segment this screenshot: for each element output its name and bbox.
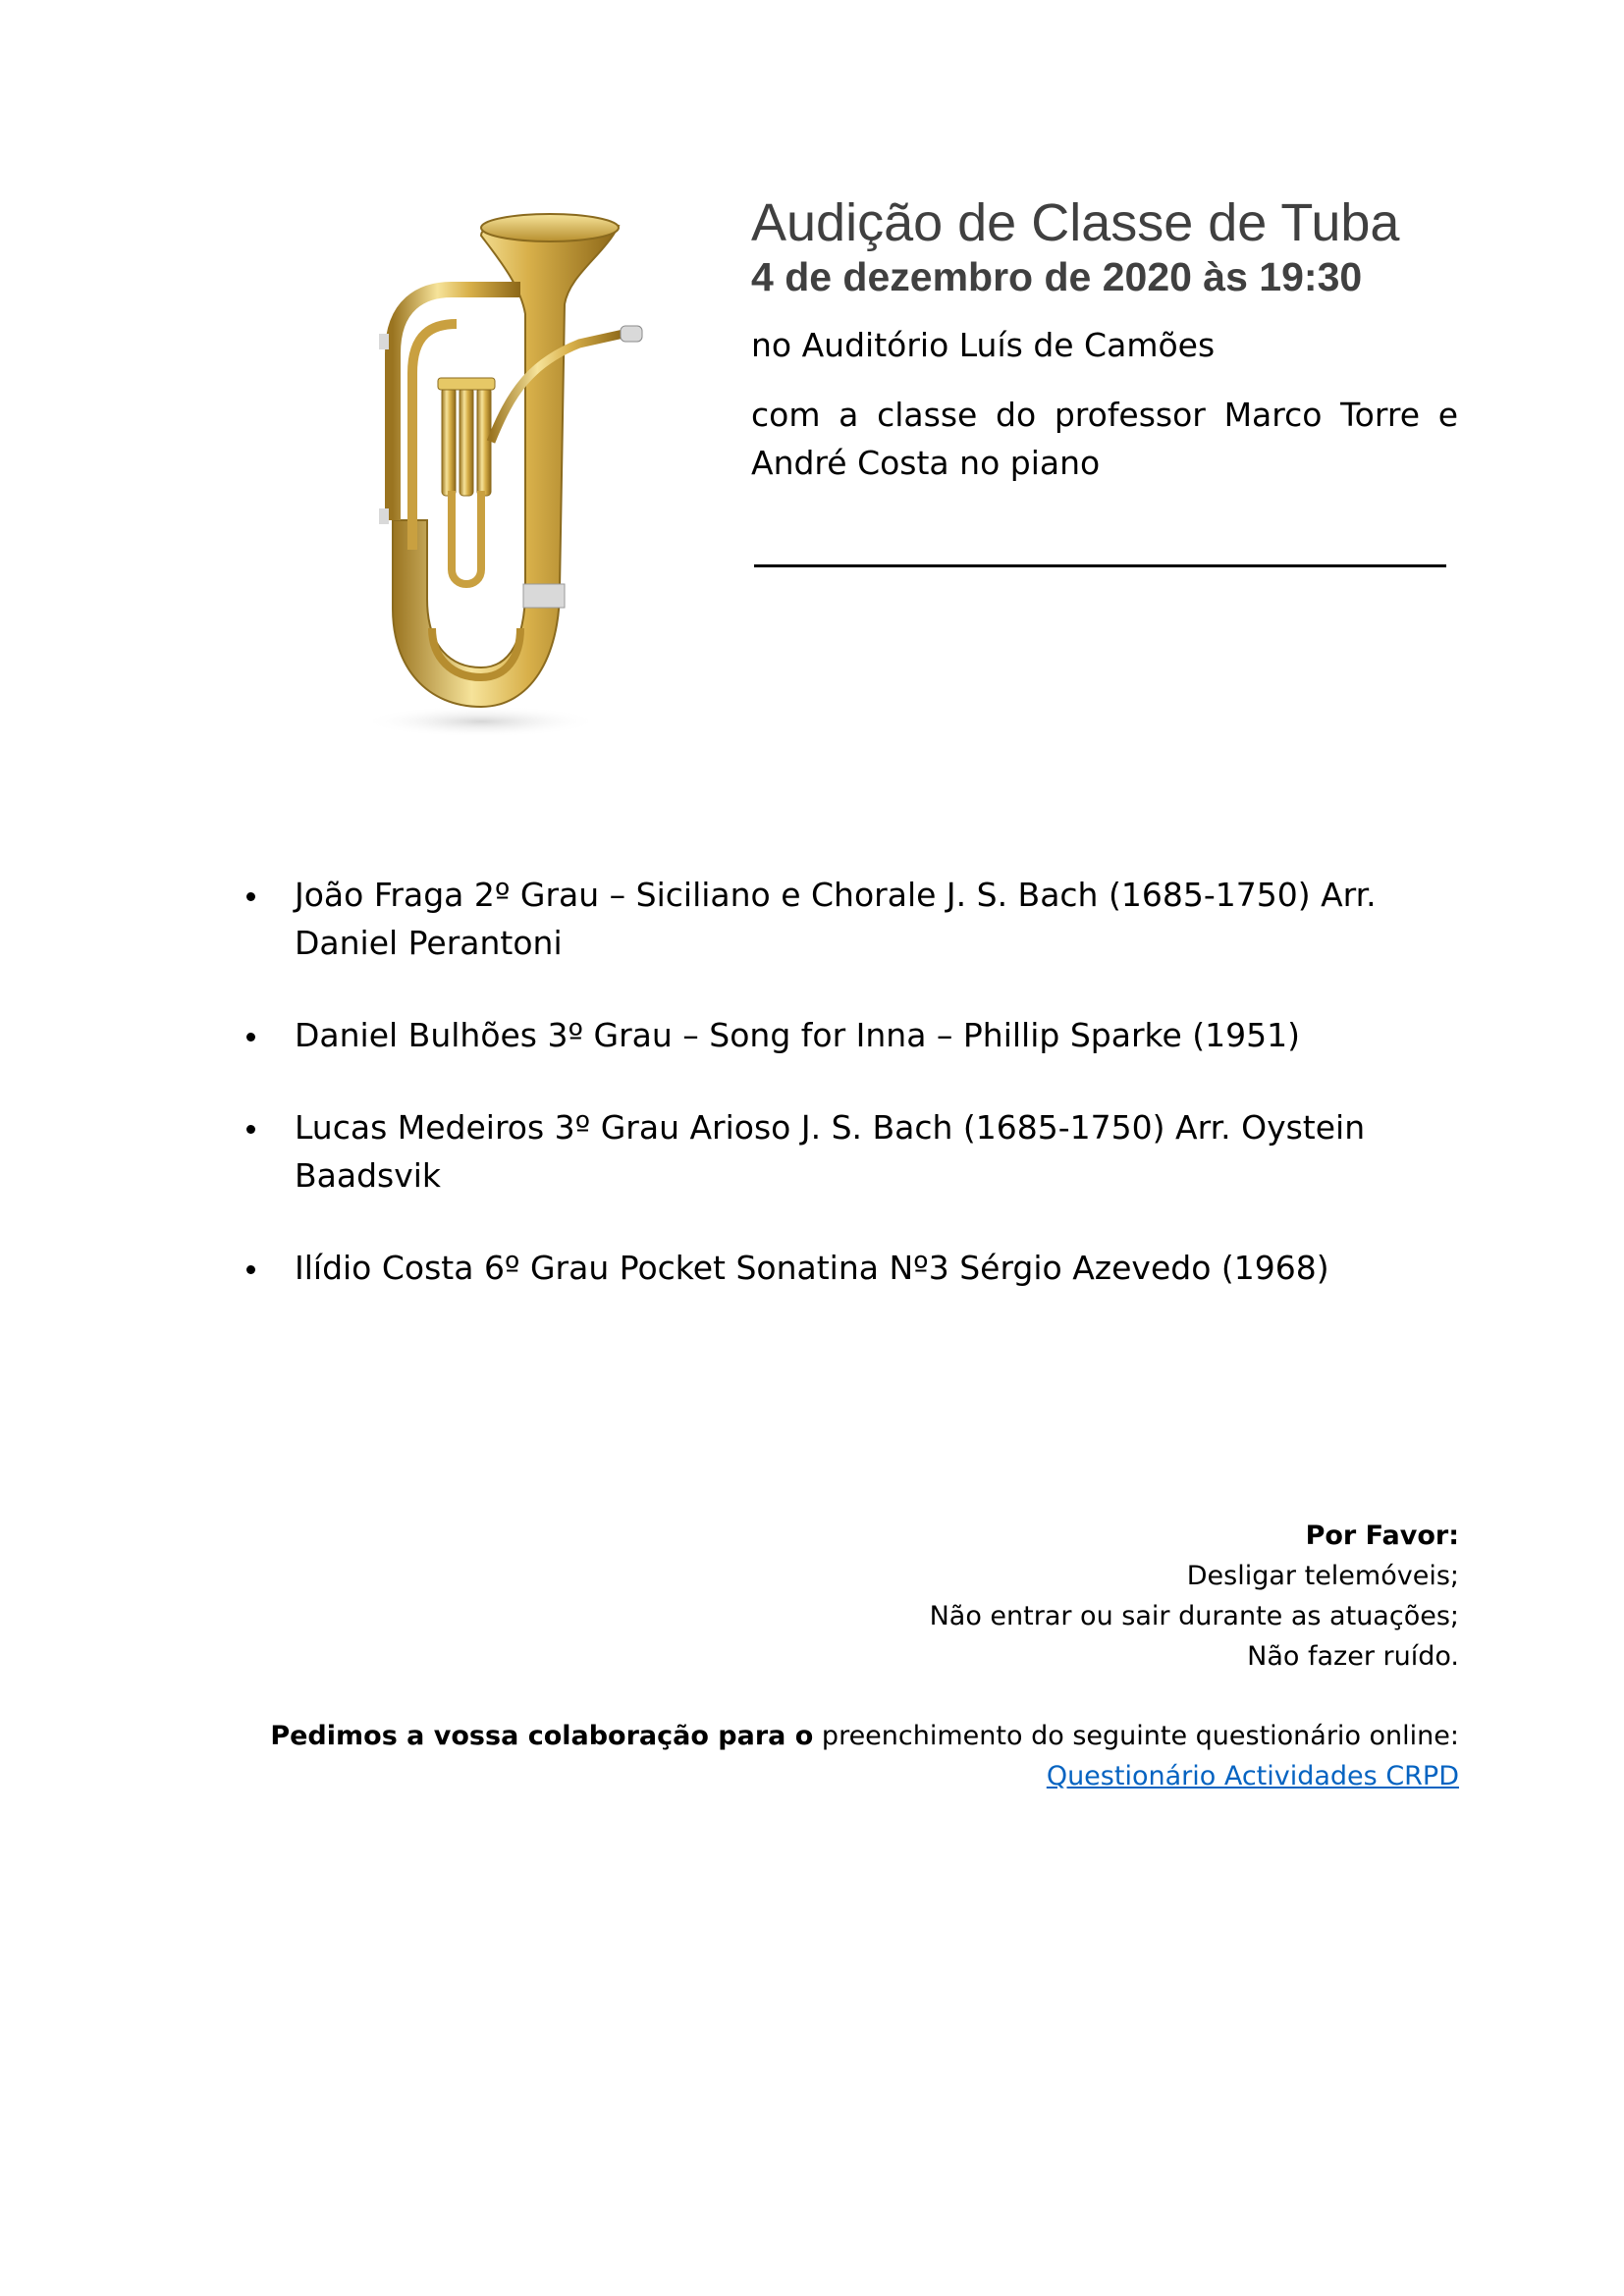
event-performers: com a classe do professor Marco Torre e André Costa no piano [751, 396, 1458, 482]
notes-line: Não fazer ruído. [1247, 1641, 1459, 1672]
program-item [242, 1244, 1459, 1292]
bullet-icon [246, 892, 255, 901]
program-item [242, 871, 1459, 967]
program-item-text: Lucas Medeiros 3º Grau Arioso J. S. Bach (1685-1750) Arr. Oystein Baadsvik [295, 1108, 1366, 1195]
questionnaire-request [270, 1716, 1459, 1796]
request-plain-text: preenchimento do seguinte questionário online: [813, 1721, 1459, 1751]
notes-line: Desligar telemóveis; [1186, 1561, 1459, 1591]
event-date: 4 de dezembro de 2020 às 19:30 [751, 254, 1363, 299]
program-item-text: João Fraga 2º Grau – Siciliano e Chorale J. S. Bach (1685-1750) Arr. Daniel Perantoni [295, 876, 1377, 962]
program-list [242, 871, 1459, 1336]
event-title: Audição de Classe de Tuba [751, 193, 1400, 252]
bullet-icon [246, 1033, 255, 1041]
notes-line: Não entrar ou sair durante as atuações; [929, 1601, 1459, 1631]
event-header [751, 192, 1458, 487]
program-item [242, 1011, 1459, 1059]
bullet-icon [246, 1125, 255, 1134]
questionnaire-link[interactable]: Questionário Actividades CRPD [1046, 1761, 1459, 1791]
program-item [242, 1103, 1459, 1200]
program-item-text: Ilídio Costa 6º Grau Pocket Sonatina Nº3 Sérgio Azevedo (1968) [295, 1249, 1329, 1287]
event-venue: no Auditório Luís de Camões [751, 326, 1216, 364]
request-text [270, 1716, 1459, 1756]
request-bold-text: Pedimos a vossa colaboração para o [270, 1721, 814, 1751]
tuba-icon [334, 196, 648, 746]
header-divider [754, 564, 1446, 567]
notes-heading: Por Favor: [1305, 1521, 1459, 1551]
bullet-icon [246, 1265, 255, 1274]
program-item-text: Daniel Bulhões 3º Grau – Song for Inna – Phillip Sparke (1951) [295, 1016, 1300, 1054]
audience-notes [930, 1516, 1459, 1677]
